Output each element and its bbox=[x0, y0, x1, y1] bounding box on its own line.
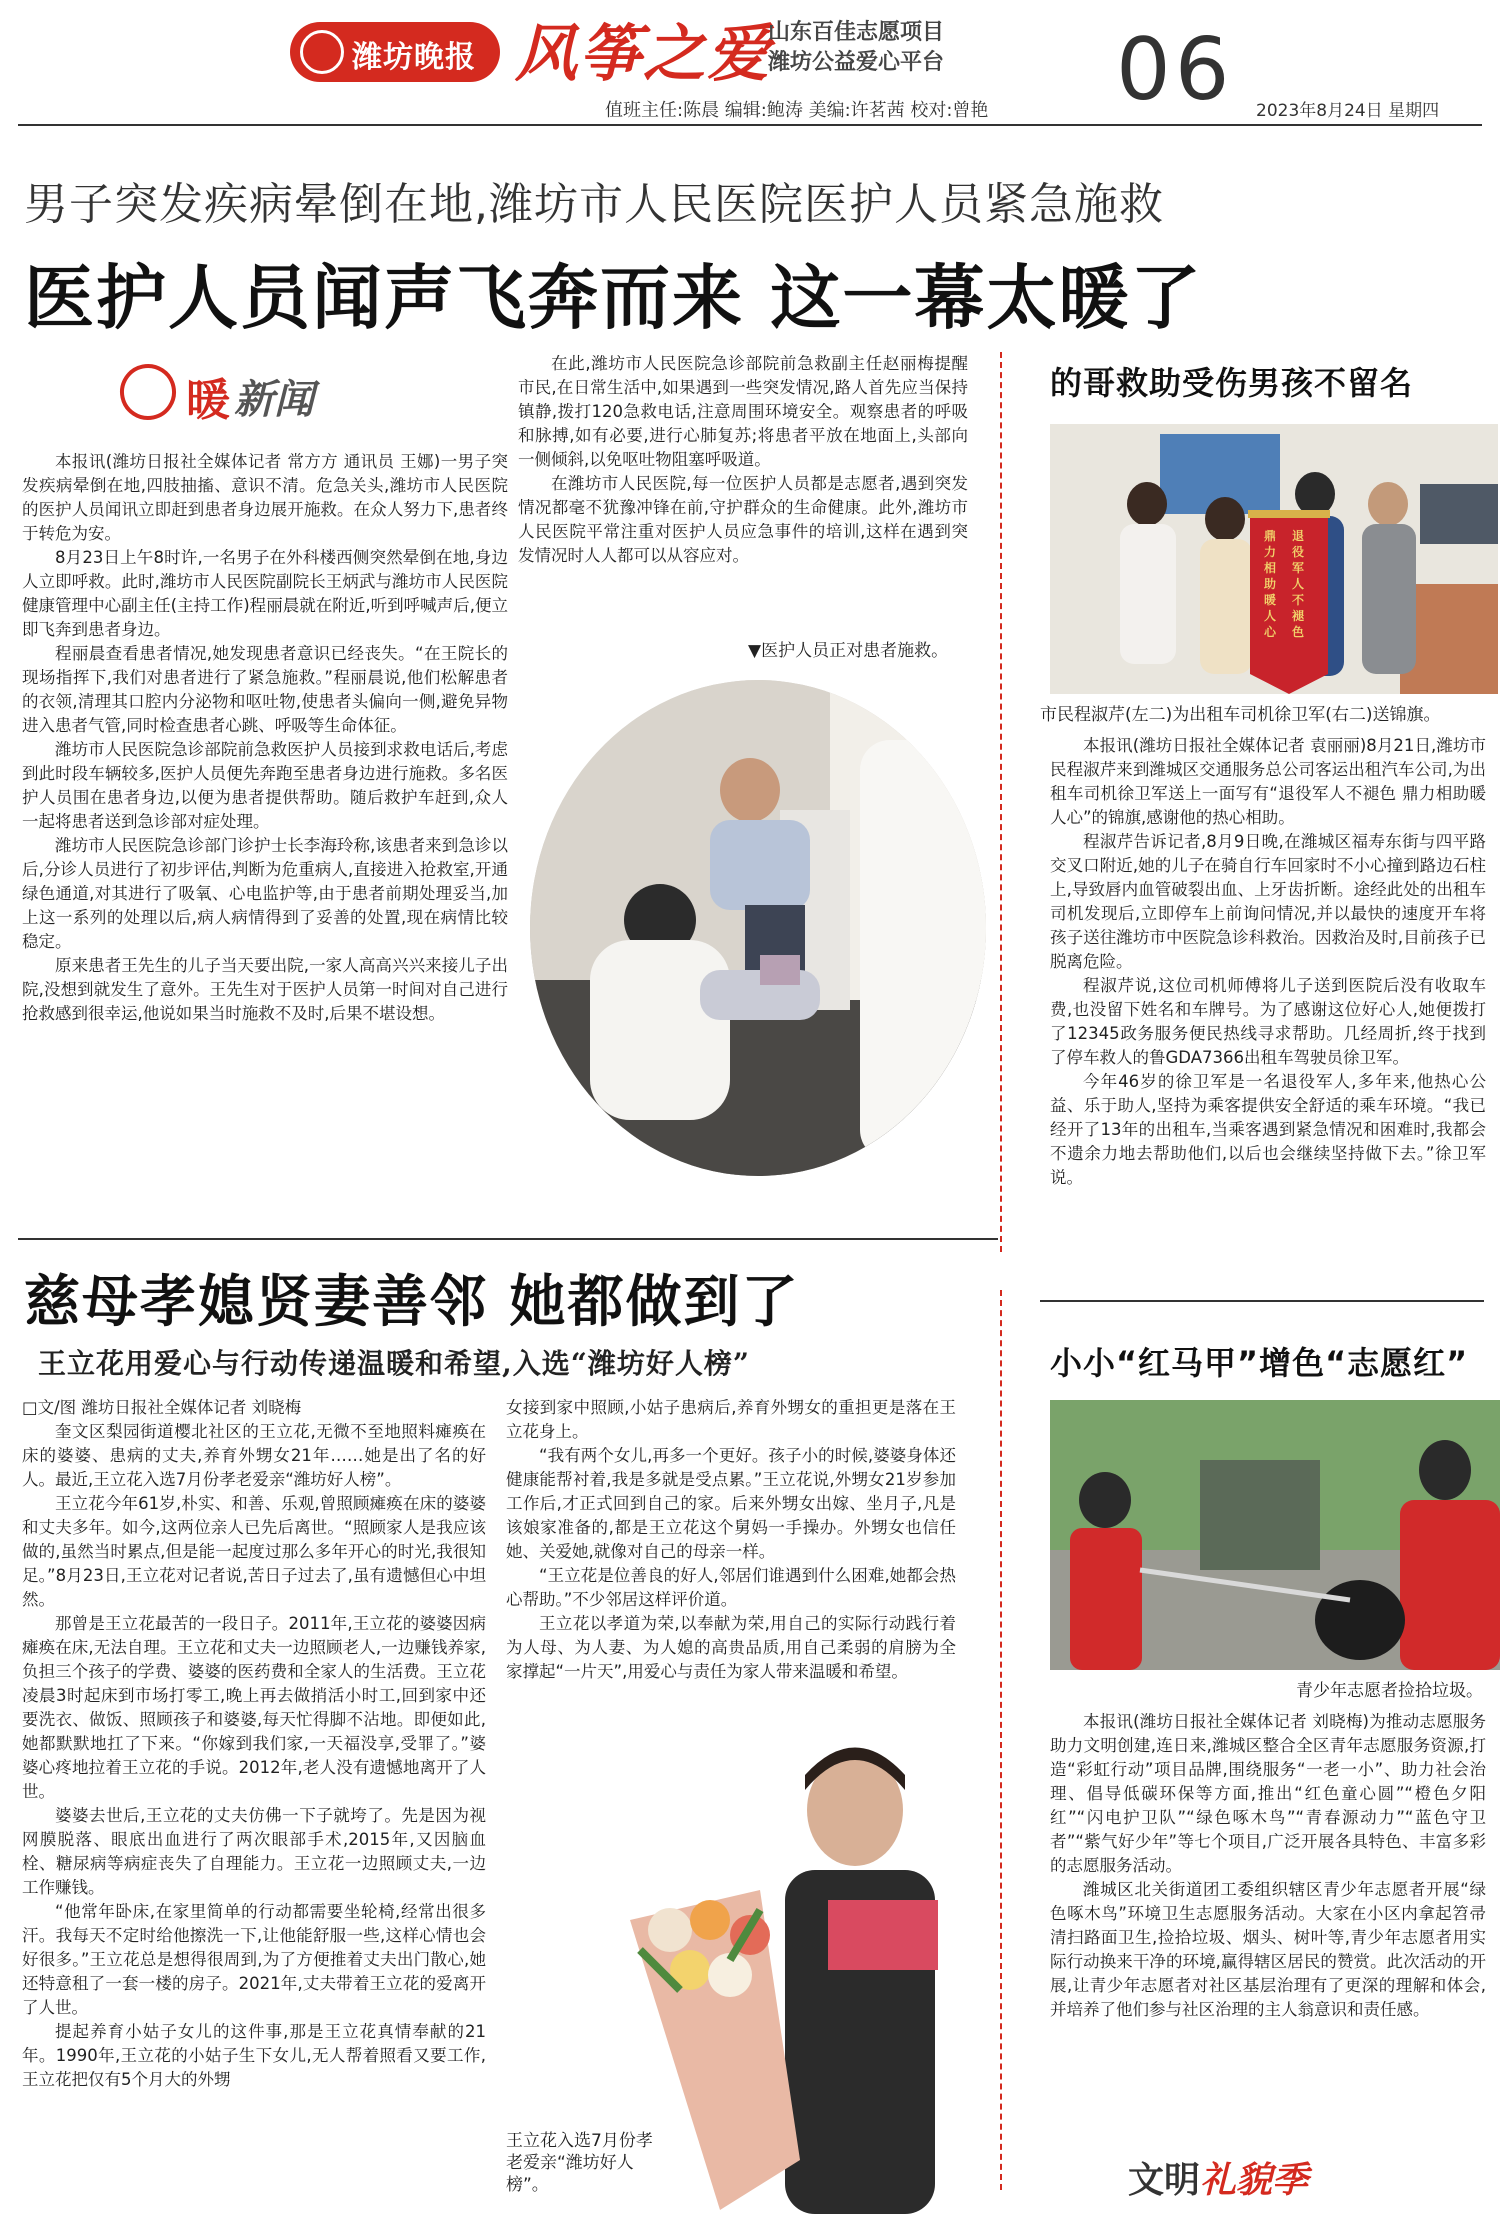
paragraph: 王立花今年61岁,朴实、和善、乐观,曾照顾瘫痪在床的婆婆和丈夫多年。如今,这两位亲人已先后离世。“照顾家人是我应该做的,虽然当时累点,但是能一起度过那么多年开心的时光,我很知足。”8月23日,王立花对记者说,苦日子过去了,虽有遗憾但心中坦然。 bbox=[22, 1494, 486, 1609]
page-number: 06 bbox=[1116, 20, 1234, 120]
paragraph: “我有两个女儿,再多一个更好。孩子小的时候,婆婆身体还健康能帮衬着,我是多就是受点累。”王立花说,外甥女21岁参加工作后,才正式回到自己的家。后来外甥女出嫁、坐月子,凡是该娘家准备的,都是王立花这个舅妈一手操办。外甥女也信任她、关爱她,就像对自己的母亲一样。 bbox=[506, 1446, 956, 1561]
civic-tag-b: 礼貌季 bbox=[1200, 2160, 1309, 2201]
story4-photo-caption: 青少年志愿者捡拾垃圾。 bbox=[1296, 1681, 1483, 1701]
paragraph: 本报讯(潍坊日报社全媒体记者 刘晓梅)为推动志愿服务助力文明创建,连日来,潍城区整合全区青年志愿服务资源,打造“彩虹行动”项目品牌,围绕服务“一老一小”、助力社会治理、倡导低碳环保等方面,推出“红色童心圆”“橙色夕阳红”“闪电护卫队”“绿色啄木鸟”“青春源动力”“蓝色守卫者”“紫气好少年”等七个项目,广泛开展各具特色、丰富多彩的志愿服务活动。 bbox=[1050, 1712, 1486, 1875]
volunteer-scene-illustration bbox=[1050, 1400, 1500, 1670]
story2-column-2 bbox=[506, 1396, 956, 1684]
story2-photo-caption: 王立花入选7月份孝老爱亲“潍坊好人榜”。 bbox=[506, 2131, 653, 2195]
paragraph: 本报讯(潍坊日报社全媒体记者 常方方 通讯员 王娜)一男子突发疾病晕倒在地,四肢抽搐、意识不清。危急关头,潍坊市人民医院的医护人员闻讯立即赶到患者身边展开施救。在众人努力下,患者终于转危为安。 bbox=[22, 452, 508, 543]
civic-tag-a: 文明 bbox=[1128, 2160, 1201, 2201]
civic-campaign-tag bbox=[1128, 2152, 1308, 2203]
warm-tag-red: 暖 bbox=[186, 375, 230, 426]
paragraph: 奎文区梨园街道樱北社区的王立花,无微不至地照料瘫痪在床的婆婆、患病的丈夫,养育外甥女21年……她是出了名的好人。最近,王立花入选7月份孝老爱亲“潍坊好人榜”。 bbox=[22, 1422, 486, 1489]
paragraph: “他常年卧床,在家里简单的行动都需要坐轮椅,经常出很多汗。我每天不定时给他擦洗一下,让他能舒服一些,这样心情也会好很多。”王立花总是想得很周到,为了方便推着丈夫出门散心,她还特意租了一套一楼的房子。2021年,丈夫带着王立花的爱离开了人世。 bbox=[22, 1902, 486, 2017]
story1-photo-caption: ▼医护人员正对患者施救。 bbox=[748, 641, 949, 661]
column-subtitle bbox=[768, 18, 944, 78]
paragraph: 程淑芹告诉记者,8月9日晚,在潍城区福寿东街与四平路交叉口附近,她的儿子在骑自行车回家时不小心撞到路边石柱上,导致唇内血管破裂出血、上牙齿折断。途经此处的出租车司机发现后,立即停车上前询问情况,并以最快的速度开车将孩子送往潍坊市中医院急诊科救治。因救治及时,目前孩子已脱离危险。 bbox=[1050, 832, 1486, 971]
paper-logo bbox=[290, 22, 500, 82]
paragraph: 在此,潍坊市人民医院急诊部院前急救副主任赵丽梅提醒市民,在日常生活中,如果遇到一些突发情况,路人首先应当保持镇静,拨打120急救电话,注意周围环境安全。观察患者的呼吸和脉搏,如有必要,进行心肺复苏;将患者平放在地面上,头部向一侧倾斜,以免呕吐物阻塞呼吸道。 bbox=[518, 354, 968, 469]
paragraph: 女接到家中照顾,小姑子患病后,养育外甥女的重担更是落在王立花身上。 bbox=[506, 1398, 956, 1441]
portrait-photo bbox=[610, 1720, 970, 2214]
story2-column-1 bbox=[22, 1396, 486, 2092]
column-subtitle-line2: 潍坊公益爱心平台 bbox=[768, 50, 945, 75]
warm-tag-gray: 新闻 bbox=[234, 377, 314, 423]
byline: □文/图 潍坊日报社全媒体记者 刘晓梅 bbox=[22, 1398, 302, 1417]
logo-mark-icon bbox=[300, 30, 344, 74]
paragraph: “王立花是位善良的好人,邻居们谁遇到什么困难,她都会热心帮助。”不少邻居这样评价道。 bbox=[506, 1566, 956, 1609]
column-subtitle-line1: 山东百佳志愿项目 bbox=[768, 20, 945, 45]
paragraph: 原来患者王先生的儿子当天要出院,一家人高高兴兴来接儿子出院,没想到就发生了意外。王先生对于医护人员第一时间对自己进行抢救感到很幸运,他说如果当时施救不及时,后果不堪设想。 bbox=[22, 956, 508, 1023]
story3-title: 的哥救助受伤男孩不留名 bbox=[1050, 364, 1414, 402]
story1-column-2 bbox=[518, 352, 968, 568]
paragraph: 婆婆去世后,王立花的丈夫仿佛一下子就垮了。先是因为视网膜脱落、眼底出血进行了两次眼部手术,2015年,又因脑血栓、糖尿病等病症丧失了自理能力。王立花一边照顾丈夫,一边工作赚钱。 bbox=[22, 1806, 486, 1897]
paragraph: 提起养育小姑子女儿的这件事,那是王立花真情奉献的21年。1990年,王立花的小姑子生下女儿,无人帮着照看又要工作,王立花把仅有5个月大的外甥 bbox=[22, 2022, 486, 2089]
paragraph: 潍坊市人民医院急诊部门诊护士长李海玲称,该患者来到急诊以后,分诊人员进行了初步评估,判断为危重病人,直接进入抢救室,开通绿色通道,对其进行了吸氧、心电监护等,由于患者前期处理妥当,加上这一系列的处理以后,病人病情得到了妥善的处置,现在病情比较稳定。 bbox=[22, 836, 508, 951]
rescue-scene-illustration bbox=[530, 680, 986, 1176]
story1-column-1 bbox=[22, 450, 508, 1026]
paragraph: 本报讯(潍坊日报社全媒体记者 袁丽丽)8月21日,潍坊市民程淑芹来到潍城区交通服务总公司客运出租汽车公司,为出租车司机徐卫军送上一面写有“退役军人不褪色 鼎力相助暖人心”的锦旗,感谢他的热心相助。 bbox=[1050, 736, 1486, 827]
paragraph: 王立花以孝道为荣,以奉献为荣,用自己的实际行动践行着为人母、为人妻、为人媳的高贵品质,用自己柔弱的肩膀为全家撑起“一片天”,用爱心与责任为家人带来温暖和希望。 bbox=[506, 1614, 956, 1681]
paragraph: 在潍坊市人民医院,每一位医护人员都是志愿者,遇到突发情况都毫不犹豫冲锋在前,守护群众的生命健康。此外,潍坊市人民医院平常注重对医护人员应急事件的培训,这样在遇到突发情况时人人都可以从容应对。 bbox=[518, 474, 968, 565]
paragraph: 那曾是王立花最苦的一段日子。2011年,王立花的婆婆因病瘫痪在床,无法自理。王立花和丈夫一边照顾老人,一边赚钱养家,负担三个孩子的学费、婆婆的医药费和全家人的生活费。王立花凌晨3时起床到市场打零工,晚上再去做捎活小时工,回到家中还要洗衣、做饭、照顾孩子和婆婆,每天忙得脚不沾地。即便如此,她都默默地扛了下来。“你嫁到我们家,一天福没享,受罪了。”婆婆心疼地拉着王立花的手说。2012年,老人没有遗憾地离开了人世。 bbox=[22, 1614, 486, 1801]
story1-headline: 医护人员闻声飞奔而来 这一幕太暖了 bbox=[24, 257, 1203, 339]
column-separator bbox=[1000, 1290, 1002, 2190]
paragraph: 程淑芹说,这位司机师傅将儿子送到医院后没有收取车费,也没留下姓名和车牌号。为了感谢这位好心人,她便拨打了12345政务服务便民热线寻求帮助。几经周折,终于找到了停车救人的鲁GDA7366出租车驾驶员徐卫军。 bbox=[1050, 976, 1486, 1067]
heart-hands-icon bbox=[115, 359, 181, 425]
banner-text-1: 退役军人不褪色 bbox=[1292, 529, 1305, 639]
masthead-rule bbox=[18, 124, 1482, 126]
paragraph: 潍城区北关街道团工委组织辖区青少年志愿者开展“绿色啄木鸟”环境卫生志愿服务活动。大家在小区内拿起笤帚清扫路面卫生,捡拾垃圾、烟头、树叶等,青少年志愿者用实际行动换来干净的环境,赢得辖区居民的赞赏。此次活动的开展,让青少年志愿者对社区基层治理有了更深的理解和体会,并培养了他们参与社区治理的主人翁意识和责任感。 bbox=[1050, 1880, 1486, 2019]
paragraph: 程丽晨查看患者情况,她发现患者意识已经丧失。“在王院长的现场指挥下,我们对患者进行了紧急施救。”程丽晨说,他们松解患者的衣领,清理其口腔内分泌物和呕吐物,使患者头偏向一侧,避免异物进入患者气管,同时检查患者心跳、呼吸等生命体征。 bbox=[22, 644, 508, 735]
story3-photo-caption: 市民程淑芹(左二)为出租车司机徐卫军(右二)送锦旗。 bbox=[1040, 705, 1441, 725]
issue-date: 2023年8月24日 星期四 bbox=[1256, 101, 1440, 121]
story4-title: 小小“红马甲”增色“志愿红” bbox=[1050, 1344, 1469, 1382]
staff-line: 值班主任:陈晨 编辑:鲍涛 美编:许茗茜 校对:曾艳 bbox=[605, 100, 989, 121]
column-title: 风筝之爱 bbox=[515, 17, 772, 90]
rescue-photo bbox=[530, 680, 986, 1176]
story3-body bbox=[1050, 734, 1486, 1190]
paragraph: 8月23日上午8时许,一名男子在外科楼西侧突然晕倒在地,身边人立即呼救。此时,潍坊市人民医院副院长王炳武与潍坊市人民医院健康管理中心副主任(主持工作)程丽晨就在附近,听到呼喊声后,便立即飞奔到患者身边。 bbox=[22, 548, 508, 639]
story2-headline: 慈母孝媳贤妻善邻 她都做到了 bbox=[24, 1270, 800, 1335]
story2-subhead: 王立花用爱心与行动传递温暖和希望,入选“潍坊好人榜” bbox=[38, 1347, 750, 1380]
paragraph: 潍坊市人民医院急诊部院前急救医护人员接到求救电话后,考虑到此时段车辆较多,医护人员便先奔跑至患者身边进行施救。多名医护人员围在患者身边,以便为患者提供帮助。随后救护车赶到,众人一起将患者送到急诊部对症处理。 bbox=[22, 740, 508, 831]
banner-text-2: 鼎力相助暖人心 bbox=[1264, 529, 1277, 639]
portrait-illustration bbox=[610, 1720, 970, 2214]
warm-news-tag bbox=[120, 360, 370, 426]
paragraph: 今年46岁的徐卫军是一名退役军人,多年来,他热心公益、乐于助人,坚持为乘客提供安全舒适的乘车环境。“我已经开了13年的出租车,当乘客遇到紧急情况和困难时,我都会不遗余力地去帮助他们,以后也会继续坚持做下去。”徐卫军说。 bbox=[1050, 1072, 1486, 1187]
section-rule bbox=[1040, 1300, 1484, 1302]
banner-photo bbox=[1050, 424, 1498, 694]
story4-body bbox=[1050, 1710, 1486, 2022]
story1-pre-headline: 男子突发疾病晕倒在地,潍坊市人民医院医护人员紧急施救 bbox=[24, 179, 1164, 230]
paper-name: 潍坊晚报 bbox=[352, 40, 476, 75]
section-rule bbox=[18, 1238, 998, 1240]
volunteer-photo bbox=[1050, 1400, 1500, 1670]
column-separator bbox=[1000, 352, 1002, 1252]
